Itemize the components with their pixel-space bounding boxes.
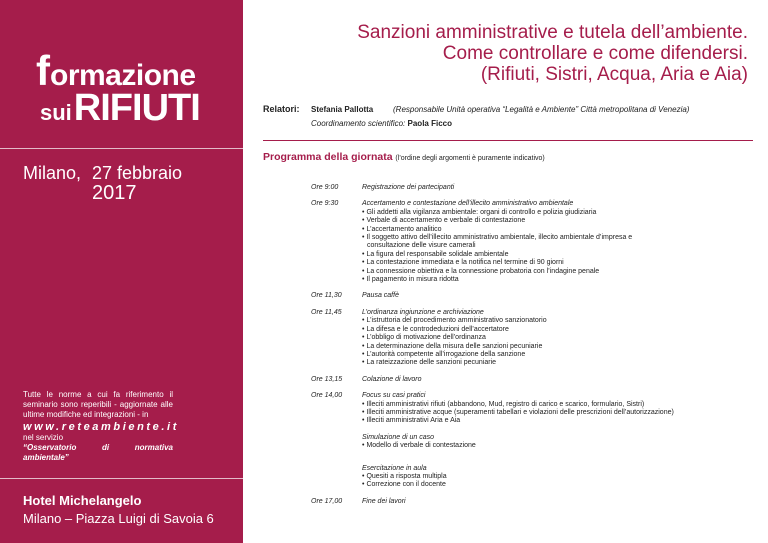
simulation-bullet: • Modello di verbale di contestazione	[362, 442, 751, 450]
sidebar-divider-top	[0, 148, 243, 149]
agenda-time: Ore 14,00	[311, 392, 343, 400]
agenda-item	[311, 292, 751, 300]
agenda-bullets	[362, 317, 751, 367]
agenda-time: Ore 11,45	[311, 308, 342, 316]
agenda-bullet: • Illeciti amministrativi Aria e Aia	[362, 417, 751, 425]
scientific-coordination	[311, 117, 452, 130]
venue-name: Hotel Michelangelo	[23, 493, 142, 508]
agenda-bullet: • La difesa e le controdeduzioni dell’accertatore	[362, 326, 751, 334]
agenda-bullet: • Verbale di accertamento e verbale di contestazione	[362, 217, 751, 225]
logo-f: f	[36, 47, 50, 94]
agenda-time: Ore 9:00	[311, 184, 339, 191]
norms-note	[23, 390, 179, 463]
exercise-bullet: • Quesiti a risposta multipla	[362, 473, 751, 481]
agenda-bullets	[362, 401, 751, 426]
agenda-bullet: • Gli addetti alla vigilanza ambientale: organi di controllo e polizia giudiziaria	[362, 209, 751, 217]
agenda-item	[311, 392, 751, 490]
agenda-bullet: • L’istruttoria del procedimento amministrativo sanzionatorio	[362, 317, 751, 325]
venue-address: Milano – Piazza Luigi di Savoia 6	[23, 511, 214, 526]
exercise-bullet: • Correzione con il docente	[362, 481, 751, 489]
agenda-time: Ore 11,30	[311, 292, 342, 300]
agenda-bullet: • L’accertamento analitico	[362, 226, 751, 234]
content-divider	[263, 140, 753, 141]
logo-formazione: ormazione	[50, 59, 196, 92]
agenda-bullet: • Il pagamento in misura ridotta	[362, 276, 751, 284]
agenda-item	[311, 498, 751, 506]
agenda-bullet: • La contestazione immediata e la notifica nel termine di 90 giorni	[362, 259, 751, 267]
agenda-bullet: • Illeciti amministrative acque (superamenti tabellari e violazioni delle prescrizioni dell’autorizzazione)	[362, 409, 751, 417]
event-city: Milano,	[23, 163, 82, 183]
exercise-block	[362, 465, 751, 490]
agenda-item	[311, 184, 751, 192]
title-line-3: (Rifiuti, Sistri, Acqua, Aria e Aia)	[480, 64, 748, 85]
agenda-bullet: • La determinazione della misura delle sanzioni pecuniarie	[362, 343, 751, 351]
sidebar	[0, 0, 243, 543]
website-link[interactable]: www.reteambiente.it	[23, 421, 179, 433]
speaker-name: Stefania Pallotta	[311, 105, 374, 114]
agenda-item	[311, 376, 751, 384]
agenda-time: Ore 13,15	[311, 375, 343, 383]
title-line-2: Come controllare e come difendersi.	[442, 43, 748, 64]
coord-label: Coordinamento scientifico:	[311, 119, 406, 128]
agenda-time: Ore 9:30	[311, 200, 339, 208]
agenda-bullet: • Illeciti amministrativi rifiuti (abbandono, Mud, registro di carico e scarico, formulario, Sistri)	[362, 401, 751, 409]
agenda-time: Ore 17,00	[311, 497, 343, 505]
event-year: 2017	[92, 182, 137, 204]
sidebar-divider-bottom	[0, 478, 243, 479]
program-heading	[263, 151, 545, 163]
event-day: 27 febbraio	[92, 163, 183, 183]
service-name: “Osservatorio di normativa ambientale”	[23, 443, 173, 462]
logo-rifiuti: RIFIUTI	[73, 87, 200, 129]
agenda-bullet: • La connessione obiettiva e la connessione probatoria con l’indagine penale	[362, 268, 751, 276]
event-title	[357, 22, 748, 85]
agenda-title: Pausa caffè	[362, 292, 399, 300]
simulation-block	[362, 434, 751, 451]
agenda-bullets	[362, 209, 751, 285]
logo	[36, 47, 216, 130]
agenda-item	[311, 200, 751, 284]
agenda	[311, 184, 751, 514]
agenda-bullet: • La rateizzazione delle sanzioni pecuniarie	[362, 359, 751, 367]
norms-note-service: nel servizio	[23, 433, 64, 442]
logo-sui: sui	[40, 100, 72, 125]
agenda-bullet: • L’autorità competente all’irrogazione della sanzione	[362, 351, 751, 359]
agenda-bullet: • L’obbligo di motivazione dell’ordinanza	[362, 334, 751, 342]
agenda-title: Registrazione dei partecipanti	[362, 184, 455, 191]
agenda-title: Focus su casi pratici	[362, 392, 426, 400]
agenda-title: Colazione di lavoro	[362, 375, 422, 383]
coord-name: Paola Ficco	[407, 119, 452, 128]
agenda-title: L’ordinanza ingiunzione e archiviazione	[362, 308, 484, 316]
agenda-title: Accertamento e contestazione dell’illecito amministrativo ambientale	[362, 200, 574, 208]
program-title: Programma della giornata	[263, 151, 393, 163]
speakers-label: Relatori:	[263, 104, 300, 114]
agenda-bullet: • Il soggetto attivo dell’illecito amministrativo ambientale, illecito ambientale d’impresa e consultazione delle visure camerali	[362, 234, 662, 251]
agenda-bullet: • La figura del responsabile solidale ambientale	[362, 251, 751, 259]
agenda-item	[311, 309, 751, 368]
program-subtitle: (l’ordine degli argomenti è puramente indicativo)	[395, 155, 545, 162]
agenda-title: Fine dei lavori	[362, 497, 406, 505]
exercise-title: Esercitazione in aula	[362, 464, 427, 472]
title-line-1: Sanzioni amministrative e tutela dell’ambiente.	[357, 22, 748, 43]
norms-note-text: Tutte le norme a cui fa riferimento il seminario sono reperibili - aggiornate alle ultime modifiche ed integrazioni - in	[23, 390, 173, 419]
simulation-title: Simulazione di un caso	[362, 433, 434, 441]
speaker-role: (Responsabile Unità operativa “Legalità e Ambiente” Città metropolitana di Venezia)	[393, 105, 690, 114]
